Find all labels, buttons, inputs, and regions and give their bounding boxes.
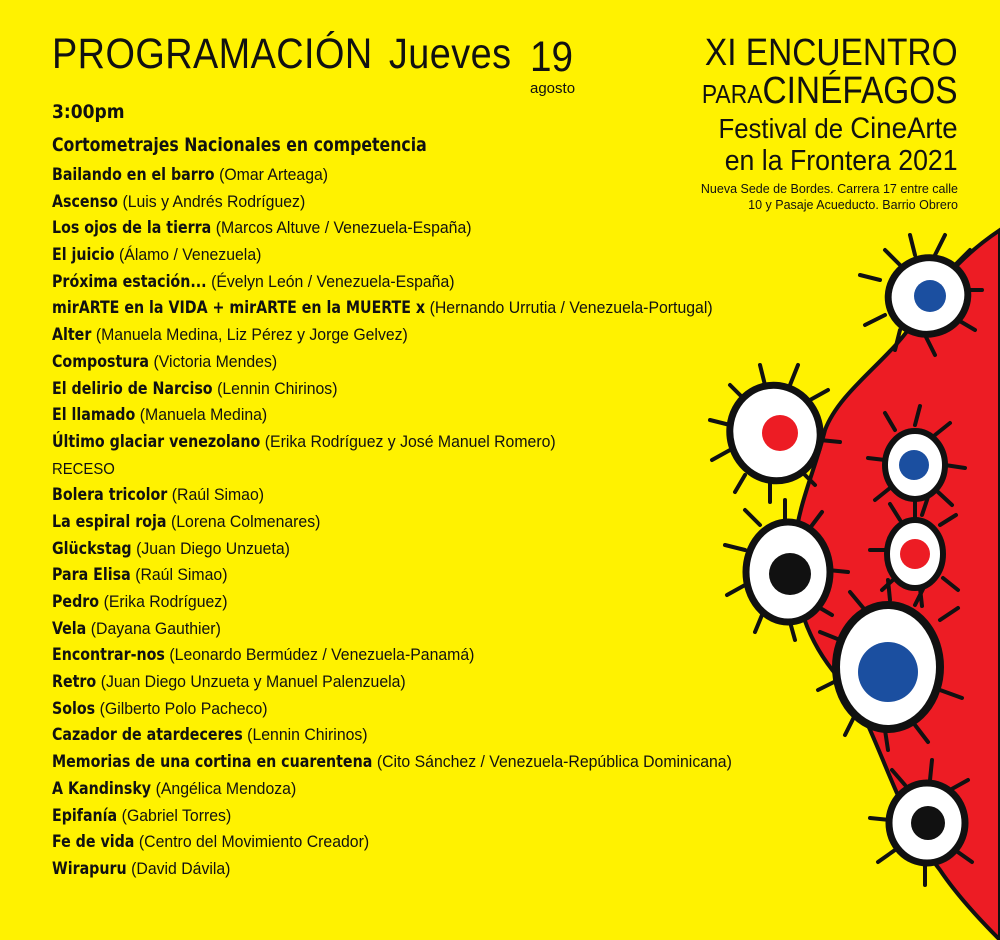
film-title: Para Elisa — [52, 565, 131, 586]
festival-line-1: XI ENCUENTRO — [705, 32, 958, 74]
film-credit: (Manuela Medina, Liz Pérez y Jorge Gelvez) — [95, 325, 408, 345]
eye-5-iris — [900, 539, 930, 569]
film-title: Próxima estación... — [52, 271, 207, 292]
film-title: Los ojos de la tierra — [52, 218, 212, 239]
program-item — [52, 537, 732, 564]
film-credit: (Luis y Andrés Rodríguez) — [122, 191, 306, 211]
title-day: Jueves — [388, 30, 512, 78]
film-credit: (Manuela Medina) — [139, 405, 268, 425]
title-programacion: PROGRAMACIÓN — [52, 30, 373, 78]
program-item — [52, 350, 732, 377]
film-credit: (Gilberto Polo Pacheco) — [99, 698, 268, 718]
program-item — [52, 403, 732, 430]
day-number: 19 — [530, 33, 574, 81]
venue-address: Nueva Sede de Bordes. Carrera 17 entre calle 10 y Pasaje Acueducto. Barrio Obrero — [700, 182, 958, 212]
eye-6-iris — [858, 642, 918, 702]
film-title: Bailando en el barro — [52, 165, 215, 185]
film-credit: (Lennin Chirinos) — [247, 725, 368, 745]
film-credit: (Hernando Urrutia / Venezuela-Portugal) — [429, 298, 713, 318]
film-credit: (Erika Rodríguez) — [103, 592, 228, 611]
program-item — [52, 830, 732, 857]
film-credit: (Lorena Colmenares) — [170, 511, 321, 531]
film-credit: (Centro del Movimiento Creador) — [138, 832, 370, 852]
film-title: Pedro — [52, 592, 100, 612]
month-label: agosto — [530, 80, 576, 97]
film-credit: (Gabriel Torres) — [121, 805, 232, 825]
eye-2-iris — [762, 415, 798, 451]
program-item — [52, 617, 732, 644]
program-item — [52, 243, 732, 270]
festival-frontera: Frontera — [790, 145, 892, 177]
festival-para: PARA — [702, 79, 763, 109]
start-time: 3:00pm — [52, 101, 125, 123]
program-item — [52, 723, 732, 750]
program-item — [52, 457, 732, 484]
program-item — [52, 483, 732, 510]
program-item — [52, 857, 732, 884]
program-item — [52, 510, 732, 537]
page-title — [52, 30, 511, 79]
festival-line-2 — [702, 72, 958, 113]
festival-de: Festival de — [718, 113, 851, 144]
film-title: mirARTE en la VIDA + mirARTE en la MUERTE x — [52, 298, 426, 319]
film-title: Encontrar-nos — [52, 645, 165, 666]
film-credit: (Cito Sánchez / Venezuela-República Dominicana) — [376, 752, 732, 772]
film-title: Solos — [52, 698, 96, 719]
film-credit: (Marcos Altuve / Venezuela-España) — [215, 218, 472, 238]
film-credit: (Erika Rodríguez y José Manuel Romero) — [264, 431, 556, 451]
film-credit: (Juan Diego Unzueta) — [136, 538, 290, 558]
festival-block — [667, 34, 958, 213]
program-item — [52, 323, 732, 350]
film-title: El delirio de Narciso — [52, 378, 213, 399]
festival-year: 2021 — [891, 145, 958, 177]
festival-en-la: en la — [725, 145, 791, 177]
program-item — [52, 296, 732, 323]
film-credit: (Raúl Simao) — [171, 485, 265, 505]
film-credit: (Raúl Simao) — [135, 565, 228, 585]
film-title: Retro — [52, 672, 97, 693]
film-title: A Kandinsky — [52, 778, 152, 799]
film-title: Fe de vida — [52, 832, 135, 853]
program-item — [52, 377, 732, 404]
festival-cinefagos: CINÉFAGOS — [762, 70, 958, 112]
program-item — [52, 777, 732, 804]
program-item — [52, 804, 732, 831]
program-item — [52, 590, 732, 617]
film-credit: (David Dávila) — [131, 858, 231, 878]
film-credit: (Juan Diego Unzueta y Manuel Palenzuela) — [100, 672, 406, 692]
film-title: Wirapuru — [52, 858, 127, 879]
program-list — [52, 163, 783, 884]
film-credit: (Évelyn León / Venezuela-España) — [211, 271, 455, 291]
film-credit: (Álamo / Venezuela) — [119, 245, 262, 265]
program-item — [52, 430, 732, 457]
film-credit: (Lennin Chirinos) — [217, 378, 338, 398]
program-item — [52, 190, 732, 217]
film-credit: (Omar Arteaga) — [219, 165, 329, 184]
program-item — [52, 163, 732, 190]
break-label: RECESO — [52, 460, 115, 478]
program-item — [52, 270, 732, 297]
film-title: El juicio — [52, 245, 115, 266]
program-item — [52, 563, 732, 590]
festival-line-3 — [691, 113, 958, 145]
eye-1-iris — [914, 280, 946, 312]
eye-4-iris — [769, 553, 811, 595]
program-item — [52, 697, 732, 724]
section-title: Cortometrajes Nacionales en competencia — [52, 134, 427, 156]
eyes-illustration-icon — [700, 220, 1000, 940]
program-item — [52, 643, 732, 670]
film-title: Cazador de atardeceres — [52, 725, 243, 746]
film-title: El llamado — [52, 405, 136, 426]
program-item — [52, 670, 732, 697]
film-title: Glückstag — [52, 538, 132, 559]
film-title: Último glaciar venezolano — [52, 431, 261, 452]
film-credit: (Dayana Gauthier) — [90, 618, 221, 638]
film-title: Memorias de una cortina en cuarentena — [52, 752, 373, 773]
film-title: Epifanía — [52, 805, 118, 826]
program-item — [52, 216, 732, 243]
film-title: Ascenso — [52, 191, 118, 212]
film-title: Alter — [52, 325, 92, 346]
eye-3-iris — [899, 450, 929, 480]
film-credit: (Victoria Mendes) — [153, 351, 278, 371]
festival-line-4 — [691, 145, 958, 177]
film-title: Vela — [52, 618, 87, 639]
eye-7-iris — [911, 806, 945, 840]
film-credit: (Angélica Mendoza) — [155, 778, 297, 798]
film-title: La espiral roja — [52, 511, 167, 532]
festival-cinearte: CineArte — [850, 112, 958, 145]
film-title: Compostura — [52, 351, 150, 372]
program-item — [52, 750, 732, 777]
film-title: Bolera tricolor — [52, 485, 168, 506]
film-credit: (Leonardo Bermúdez / Venezuela-Panamá) — [169, 645, 475, 665]
